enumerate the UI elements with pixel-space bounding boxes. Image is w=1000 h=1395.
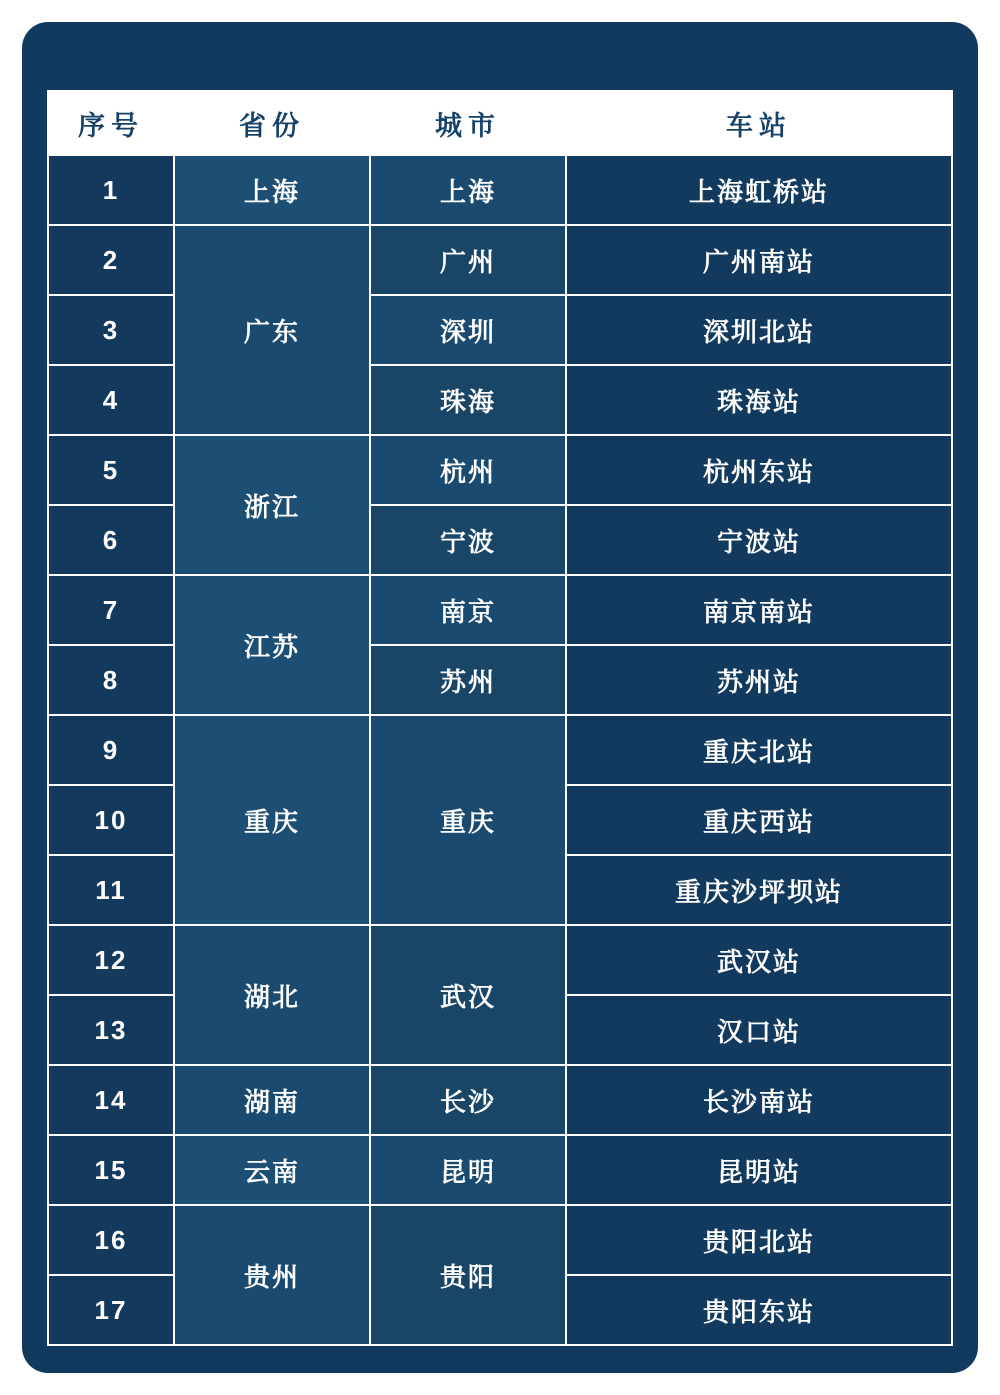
cell-index: 11 bbox=[48, 855, 174, 925]
cell-index: 2 bbox=[48, 225, 174, 295]
cell-index: 7 bbox=[48, 575, 174, 645]
cell-index: 14 bbox=[48, 1065, 174, 1135]
cell-city: 宁波 bbox=[370, 505, 566, 575]
cell-index: 15 bbox=[48, 1135, 174, 1205]
table-header bbox=[48, 91, 952, 155]
cell-city: 重庆 bbox=[370, 715, 566, 925]
cell-index: 16 bbox=[48, 1205, 174, 1275]
cell-station: 苏州站 bbox=[566, 645, 952, 715]
table-row bbox=[48, 1205, 952, 1275]
cell-station: 长沙南站 bbox=[566, 1065, 952, 1135]
cell-station: 珠海站 bbox=[566, 365, 952, 435]
cell-city: 昆明 bbox=[370, 1135, 566, 1205]
table-header-row bbox=[48, 91, 952, 155]
cell-station: 昆明站 bbox=[566, 1135, 952, 1205]
cell-city: 长沙 bbox=[370, 1065, 566, 1135]
cell-city: 南京 bbox=[370, 575, 566, 645]
cell-province: 广东 bbox=[174, 225, 370, 435]
cell-city: 杭州 bbox=[370, 435, 566, 505]
table-row bbox=[48, 1065, 952, 1135]
cell-station: 广州南站 bbox=[566, 225, 952, 295]
cell-province: 云南 bbox=[174, 1135, 370, 1205]
cell-index: 5 bbox=[48, 435, 174, 505]
cell-index: 4 bbox=[48, 365, 174, 435]
column-header-province: 省份 bbox=[174, 91, 370, 155]
cell-province: 江苏 bbox=[174, 575, 370, 715]
table-row bbox=[48, 155, 952, 225]
cell-index: 13 bbox=[48, 995, 174, 1065]
cell-city: 上海 bbox=[370, 155, 566, 225]
cell-station: 南京南站 bbox=[566, 575, 952, 645]
table-row bbox=[48, 715, 952, 785]
cell-index: 8 bbox=[48, 645, 174, 715]
table-row bbox=[48, 925, 952, 995]
cell-index: 10 bbox=[48, 785, 174, 855]
cell-province: 上海 bbox=[174, 155, 370, 225]
cell-province: 湖南 bbox=[174, 1065, 370, 1135]
cell-index: 3 bbox=[48, 295, 174, 365]
table-row bbox=[48, 1135, 952, 1205]
cell-index: 12 bbox=[48, 925, 174, 995]
cell-station: 宁波站 bbox=[566, 505, 952, 575]
cell-station: 重庆北站 bbox=[566, 715, 952, 785]
cell-station: 深圳北站 bbox=[566, 295, 952, 365]
cell-city: 贵阳 bbox=[370, 1205, 566, 1345]
cell-station: 贵阳东站 bbox=[566, 1275, 952, 1345]
column-header-city: 城市 bbox=[370, 91, 566, 155]
cell-province: 贵州 bbox=[174, 1205, 370, 1345]
cell-station: 杭州东站 bbox=[566, 435, 952, 505]
cell-station: 重庆沙坪坝站 bbox=[566, 855, 952, 925]
table-row bbox=[48, 575, 952, 645]
table-row bbox=[48, 435, 952, 505]
cell-station: 武汉站 bbox=[566, 925, 952, 995]
cell-index: 1 bbox=[48, 155, 174, 225]
cell-station: 上海虹桥站 bbox=[566, 155, 952, 225]
cell-province: 重庆 bbox=[174, 715, 370, 925]
cell-province: 湖北 bbox=[174, 925, 370, 1065]
table-row bbox=[48, 225, 952, 295]
column-header-station: 车站 bbox=[566, 91, 952, 155]
column-header-index: 序号 bbox=[48, 91, 174, 155]
cell-province: 浙江 bbox=[174, 435, 370, 575]
station-table bbox=[47, 90, 953, 1346]
cell-station: 贵阳北站 bbox=[566, 1205, 952, 1275]
station-card bbox=[22, 22, 978, 1373]
cell-city: 武汉 bbox=[370, 925, 566, 1065]
cell-city: 珠海 bbox=[370, 365, 566, 435]
cell-index: 17 bbox=[48, 1275, 174, 1345]
cell-city: 广州 bbox=[370, 225, 566, 295]
cell-station: 重庆西站 bbox=[566, 785, 952, 855]
cell-index: 6 bbox=[48, 505, 174, 575]
table-body bbox=[48, 155, 952, 1345]
cell-index: 9 bbox=[48, 715, 174, 785]
cell-city: 深圳 bbox=[370, 295, 566, 365]
cell-city: 苏州 bbox=[370, 645, 566, 715]
cell-station: 汉口站 bbox=[566, 995, 952, 1065]
